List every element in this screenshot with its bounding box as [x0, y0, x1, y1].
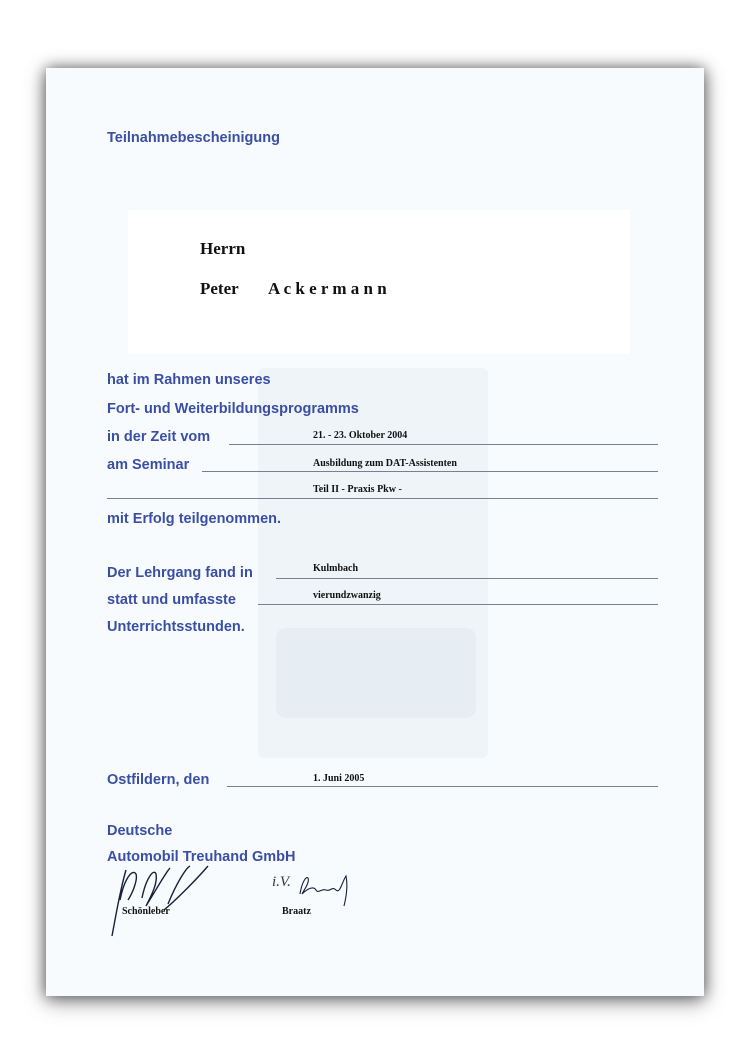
hours-value: vierundzwanzig	[313, 590, 381, 601]
signer-1-name: Schönleber	[122, 906, 170, 917]
seminar-value-2: Teil II - Praxis Pkw -	[313, 484, 402, 495]
recipient-first-name: Peter	[200, 279, 239, 298]
signature-braatz-icon	[298, 868, 358, 908]
seminar-value-1: Ausbildung zum DAT-Assistenten	[313, 458, 457, 469]
watermark-car-shape	[276, 628, 476, 718]
hours-label: statt und umfasste	[107, 592, 236, 608]
date-label: in der Zeit vom	[107, 429, 211, 445]
signature-schoenleber-icon	[106, 860, 221, 940]
place-date-value: 1. Juni 2005	[313, 773, 365, 784]
success-text: mit Erfolg teilgenommen.	[107, 511, 282, 527]
signer-2-prefix: i.V.	[272, 874, 291, 890]
hours-suffix: Unterrichtsstunden.	[107, 619, 245, 635]
body-line-2: Fort- und Weiterbildungsprogramms	[107, 401, 359, 417]
salutation: Herrn	[200, 239, 246, 258]
certificate-title: Teilnahmebescheinigung	[107, 130, 280, 146]
seminar-label: am Seminar	[107, 457, 190, 473]
place-date-rule	[227, 786, 658, 787]
signer-2-name: Braatz	[282, 906, 311, 917]
location-label: Der Lehrgang fand in	[107, 565, 253, 581]
seminar-rule-1	[202, 471, 658, 472]
seminar-rule-2	[107, 498, 658, 499]
org-name-line-1: Deutsche	[107, 823, 173, 839]
location-rule	[276, 578, 658, 579]
certificate-page	[46, 68, 704, 996]
recipient-last-name: A c k e r m a n n	[268, 279, 387, 298]
org-name-line-2: Automobil Treuhand GmbH	[107, 849, 296, 865]
date-value: 21. - 23. Oktober 2004	[313, 430, 408, 441]
date-rule	[229, 444, 658, 445]
location-value: Kulmbach	[313, 563, 359, 574]
hours-rule	[258, 604, 658, 605]
body-line-1: hat im Rahmen unseres	[107, 372, 271, 388]
place-label: Ostfildern, den	[107, 772, 210, 788]
